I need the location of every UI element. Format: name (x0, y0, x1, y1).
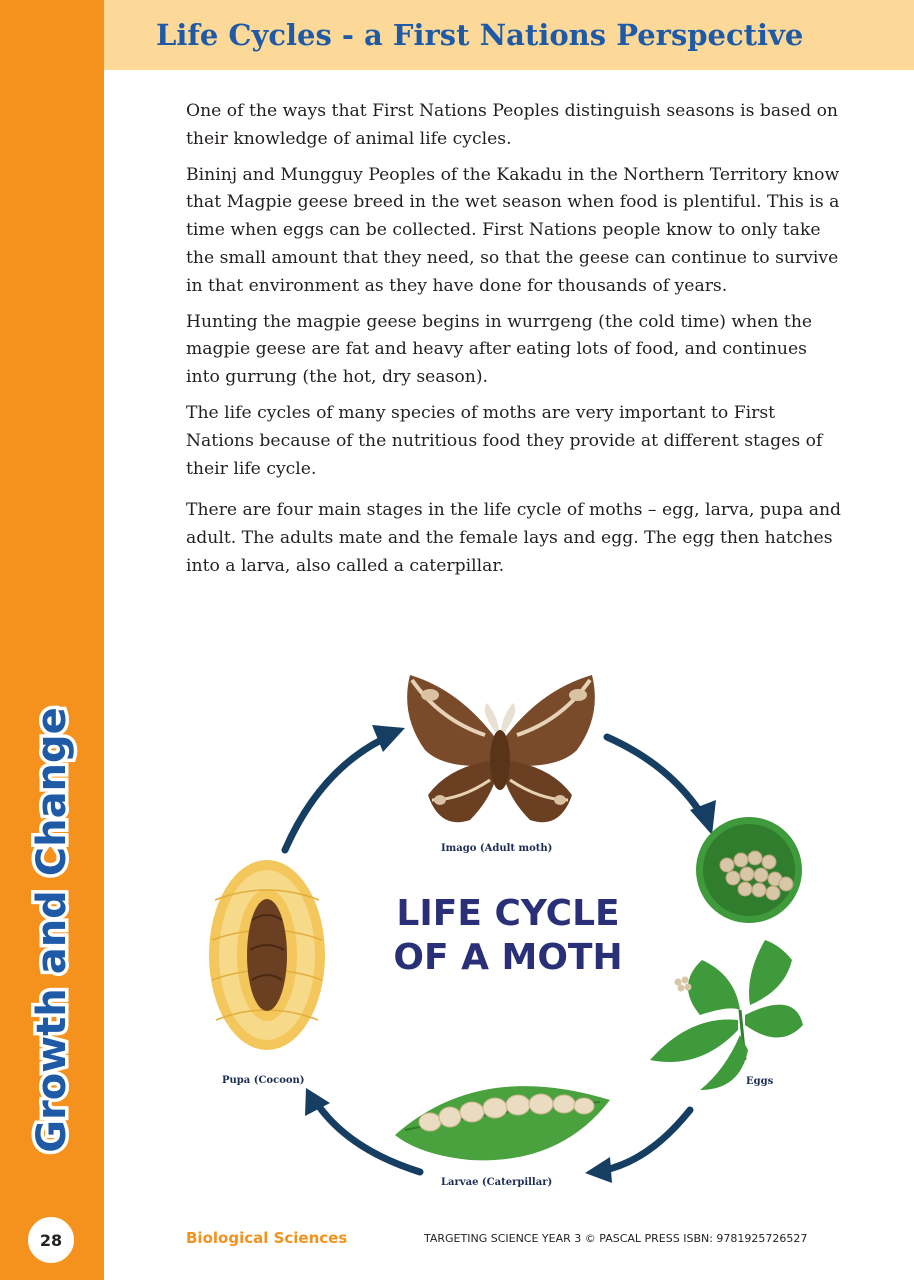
moth-icon (407, 675, 595, 822)
leaves-icon (650, 940, 803, 1090)
diagram-title-line2: OF A MOTH (393, 937, 623, 978)
cocoon-icon (209, 860, 325, 1050)
footer-credit: TARGETING SCIENCE YEAR 3 © PASCAL PRESS ISBN: 9781925726527 (424, 1232, 808, 1245)
label-eggs: Eggs (746, 1076, 774, 1087)
arrow-pupa-to-adult (285, 738, 385, 850)
footer-subject: Biological Sciences (186, 1229, 348, 1247)
arrow-adult-to-eggs (607, 737, 702, 815)
page-number: 28 (28, 1217, 74, 1263)
paragraph-hunting: Hunting the magpie geese begins in wurrgeng (the cold time) when the magpie geese are fat and heavy after eating lots of food, and continues into gurrung (the hot, dry season). (186, 311, 813, 388)
label-pupa: Pupa (Cocoon) (222, 1075, 305, 1086)
section-label: Growth and Change (29, 707, 75, 1153)
paragraph-moths: The life cycles of many species of moths are very important to First Nations because of the nutritious food they provide at different stages of their life cycle. (186, 402, 823, 479)
arrowhead-3 (585, 1157, 612, 1183)
label-adult: Imago (Adult moth) (441, 843, 553, 854)
page-title: Life Cycles - a First Nations Perspective (156, 18, 804, 52)
label-larvae: Larvae (Caterpillar) (441, 1177, 553, 1188)
paragraph-magpie-geese: Bininj and Mungguy Peoples of the Kakadu in the Northern Territory know that Magpie geese breed in the wet season when food is plentiful. This is a time when eggs can be collected. First Nations people know to only take the small amount that they need, so that the geese can continue to survive in that environment as they have done for thousands of years. (186, 164, 840, 296)
paragraph-seasons: One of the ways that First Nations Peoples distinguish seasons is based on their knowledge of animal life cycles. (186, 101, 838, 149)
caterpillar-icon (395, 1086, 610, 1160)
diagram-title (388, 892, 628, 980)
eggs-icon (696, 817, 802, 923)
arrow-eggs-to-larvae (605, 1110, 690, 1170)
diagram-title-line1: LIFE CYCLE (396, 893, 620, 934)
paragraph-stages: There are four main stages in the life cycle of moths – egg, larva, pupa and adult. The adults mate and the female lays and egg. The egg then hatches into a larva, also called a caterpillar. (186, 500, 842, 576)
